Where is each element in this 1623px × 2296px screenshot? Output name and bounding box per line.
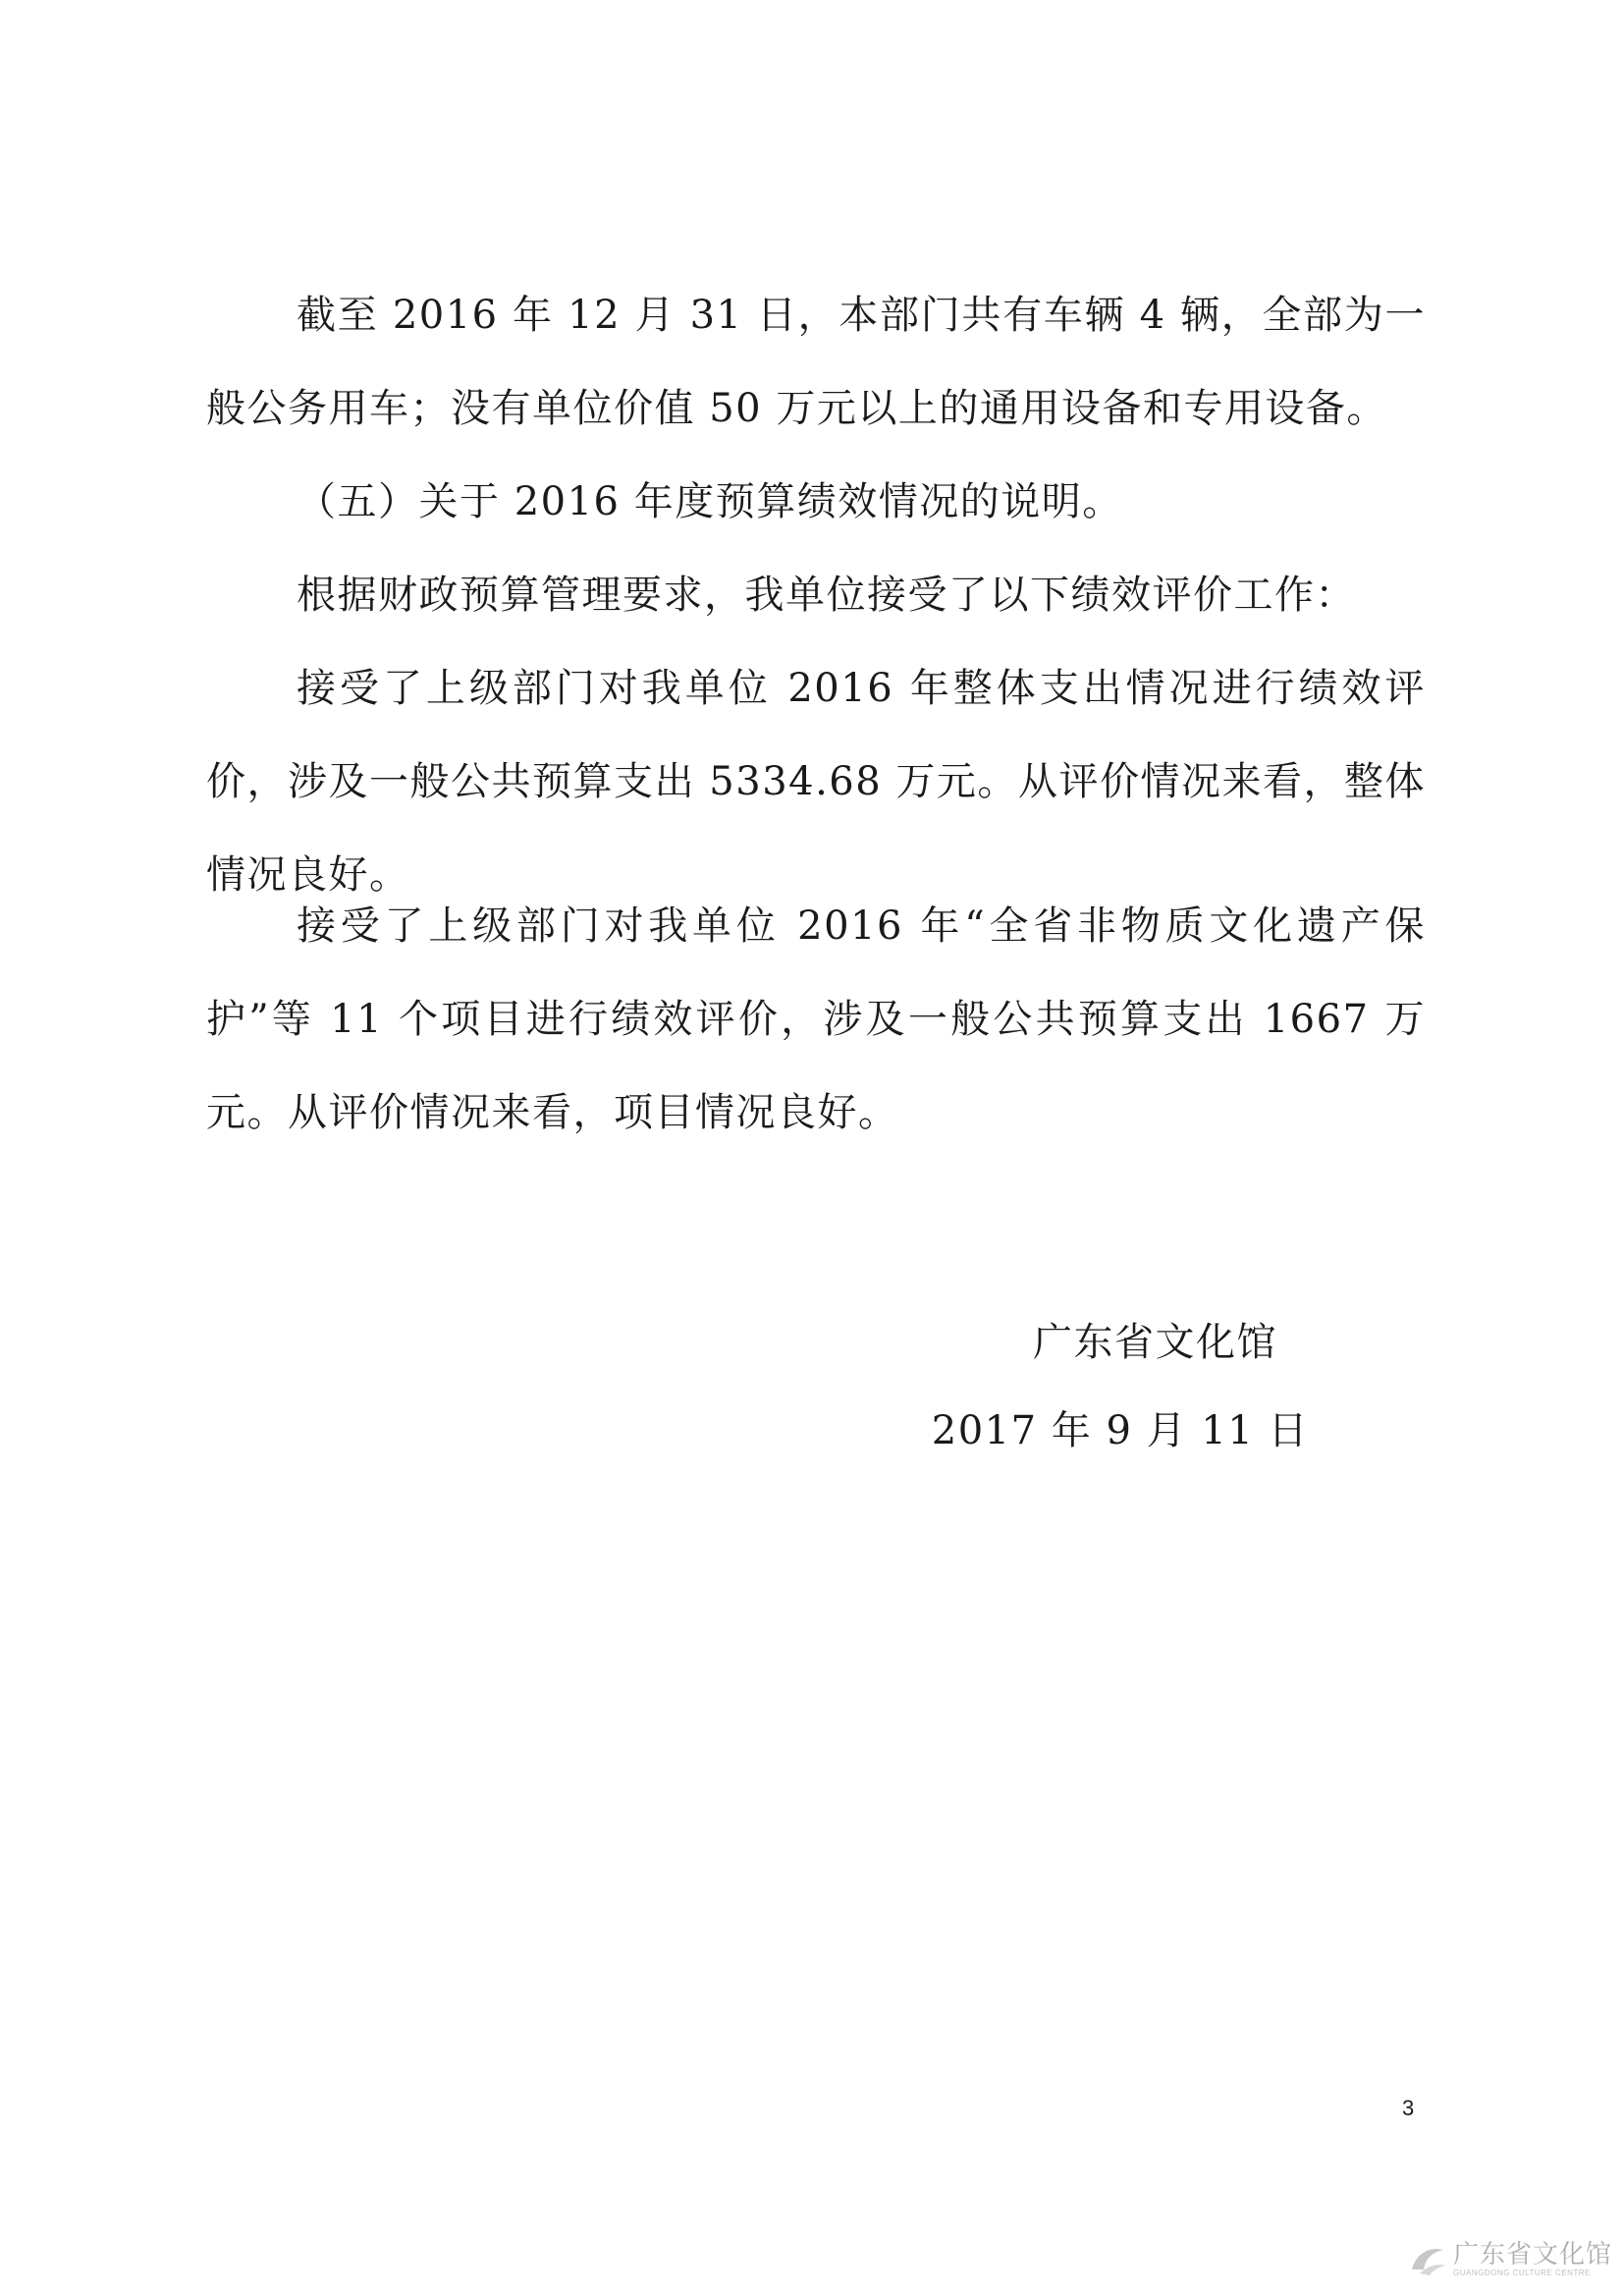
watermark-subtitle: GUANGDONG CULTURE CENTRE <box>1453 2269 1591 2277</box>
culture-centre-logo-icon <box>1406 2240 1449 2279</box>
paragraph-evaluation-intro: 根据财政预算管理要求，我单位接受了以下绩效评价工作： <box>297 573 1356 618</box>
page-number: 3 <box>1402 2096 1415 2120</box>
paragraph-project-evaluation: 接受了上级部门对我单位 2016 年“全省非物质文化遗产保护”等 11 个项目进行绩效评价，涉及一般公共预算支出 1667 万元。从评价情况来看，项目情况良好。 <box>206 903 1426 1135</box>
signature-organization: 广东省文化馆 <box>1033 1320 1277 1365</box>
watermark <box>1406 2235 1612 2284</box>
paragraph-vehicles: 截至 2016 年 12 月 31 日，本部门共有车辆 4 辆，全部为一般公务用车；没有单位价值 50 万元以上的通用设备和专用设备。 <box>206 293 1426 431</box>
watermark-name: 广东省文化馆 <box>1453 2240 1613 2269</box>
paragraph-section-five-heading: （五）关于 2016 年度预算绩效情况的说明。 <box>297 479 1123 524</box>
paragraph-overall-evaluation: 接受了上级部门对我单位 2016 年整体支出情况进行绩效评价，涉及一般公共预算支出 5334.68 万元。从评价情况来看，整体情况良好。 <box>206 666 1426 898</box>
signature-date: 2017 年 9 月 11 日 <box>931 1408 1309 1453</box>
